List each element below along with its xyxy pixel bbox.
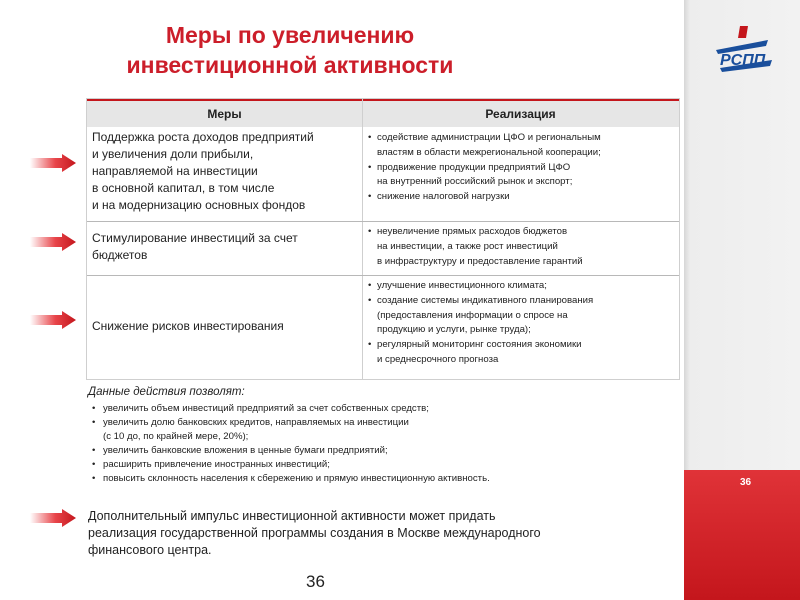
arrow-right-icon [30,154,76,172]
logo-red-mark [738,26,748,38]
implementation-item: • снижение налоговой нагрузки [368,190,676,205]
title-line-1: Меры по увеличению [165,22,415,48]
implementation-item: • создание системы индикативного планирования (предоставления информации о спросе на продукцию и услуги, рынке труда); [368,294,676,338]
effects-intro: Данные действия позволят: [88,386,245,398]
measure-line: Снижение рисков инвестирования [92,319,284,333]
column-divider [362,99,363,379]
conclusion-line: финансового центра. [88,543,212,557]
rspp-logo [710,22,780,82]
measure-line: Поддержка роста доходов предприятий [92,130,314,144]
list-item: • увеличить объем инвестиций предприятий за счет собственных средств; [92,402,490,416]
conclusion-line: реализация государственной программы создания в Москве международного [88,526,541,540]
implementation-item: • продвижение продукции предприятий ЦФО на внутренний российский рынок и экспорт; [368,161,676,191]
arrow-right-icon [30,233,76,251]
row-divider [87,275,679,276]
row-divider [87,221,679,222]
measure-line: Стимулирование инвестиций за счет [92,231,298,245]
measure-line: и на модернизацию основных фондов [92,198,306,212]
measure-line: направляемой на инвестиции [92,164,258,178]
implementation-item: • неувеличение прямых расходов бюджетов на инвестиции, а также рост инвестиций в инфраструктуру и предоставление гарантий [368,225,676,269]
list-item: • увеличить долю банковских кредитов, направляемых на инвестиции (с 10 до, по крайней мере, 20%); [92,416,490,444]
list-item: • расширить привлечение иностранных инвестиций; [92,458,490,472]
arrow-right-icon [30,509,76,527]
implementation-cell [368,131,676,205]
list-item: • увеличить банковские вложения в ценные бумаги предприятий; [92,444,490,458]
measure-cell [92,129,358,214]
implementation-cell [368,279,676,368]
implementation-item: • содействие администрации ЦФО и региональным властям в области межрегиональной кооперации; [368,131,676,161]
title-line-2: инвестиционной активности [126,52,454,78]
conclusion-line: Дополнительный импульс инвестиционной активности может придать [88,509,496,523]
sidebar-red-block [684,470,800,600]
measure-cell [92,230,358,264]
measure-cell [92,318,358,335]
implementation-item: • регулярный мониторинг состояния экономики и среднесрочного прогноза [368,338,676,368]
arrow-right-icon [30,311,76,329]
conclusion-text [88,508,541,559]
page-number: 36 [306,572,325,591]
measures-table [86,98,680,380]
implementation-item: • улучшение инвестиционного климата; [368,279,676,294]
measure-line: бюджетов [92,248,148,262]
header-measures: Меры [207,107,242,121]
table-header [87,99,679,127]
list-item: • повысить склонность населения к сбережению и прямую инвестиционную активность. [92,472,490,486]
page-title [95,20,485,80]
implementation-cell [368,225,676,269]
header-implementation: Реализация [485,107,556,121]
effects-list [92,402,490,486]
sidebar-page-number: 36 [740,477,752,488]
measure-line: и увеличения доли прибыли, [92,147,254,161]
measure-line: в основной капитал, в том числе [92,181,275,195]
logo-text: РСПП [720,52,766,69]
